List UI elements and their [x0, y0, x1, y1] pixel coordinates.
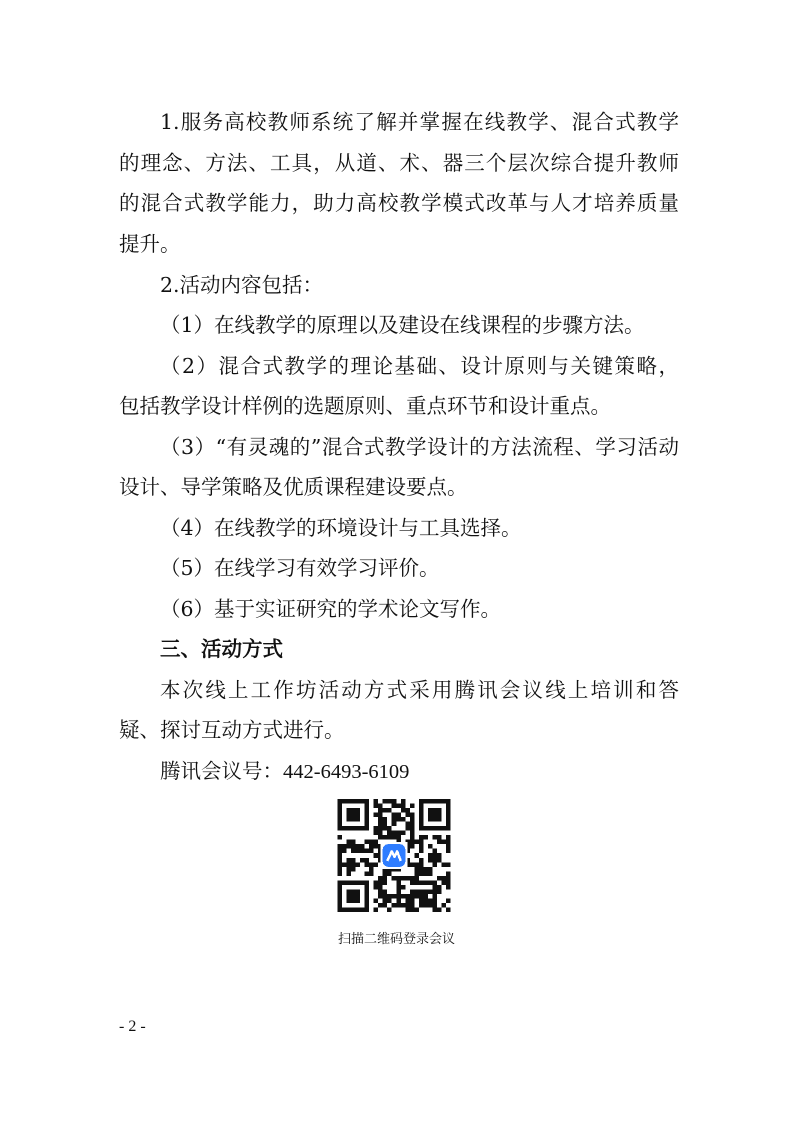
method-line-1: 本次线上工作坊活动方式采用腾讯会议线上培训和答	[160, 678, 679, 702]
meeting-label: 腾讯会议号：	[160, 759, 283, 783]
content-item-4: （4）在线教学的环境设计与工具选择。	[160, 516, 522, 540]
content-item-3-cont: 设计、导学策略及优质课程建设要点。	[119, 475, 468, 499]
purpose-line-1: 1.服务高校教师系统了解并掌握在线教学、混合式教学	[160, 110, 679, 134]
purpose-line-4: 提升。	[119, 232, 181, 256]
content-item-1: （1）在线教学的原理以及建设在线课程的步骤方法。	[160, 313, 645, 337]
qr-caption: 扫描二维码登录会议	[337, 932, 455, 947]
content-item-2: （2）混合式教学的理论基础、设计原则与关键策略，	[160, 354, 679, 378]
method-line-2: 疑、探讨互动方式进行。	[119, 718, 345, 742]
meeting-number	[160, 754, 720, 789]
content-intro: 2.活动内容包括：	[160, 273, 324, 297]
purpose-line-2: 的理念、方法、工具，从道、术、器三个层次综合提升教师	[119, 151, 679, 175]
page-number: - 2 -	[119, 1018, 146, 1035]
content-item-2-cont: 包括教学设计样例的选题原则、重点环节和设计重点。	[119, 394, 611, 418]
purpose-line-3: 的混合式教学能力，助力高校教学模式改革与人才培养质量	[119, 191, 679, 215]
content-item-6: （6）基于实证研究的学术论文写作。	[160, 597, 502, 621]
meeting-qr-code[interactable]	[332, 799, 456, 912]
meeting-id: 442-6493-6109	[283, 761, 410, 783]
content-item-3: （3）“有灵魂的”混合式教学设计的方法流程、学习活动	[160, 435, 679, 459]
content-item-5: （5）在线学习有效学习评价。	[160, 556, 440, 580]
section-heading: 三、活动方式	[160, 637, 283, 661]
